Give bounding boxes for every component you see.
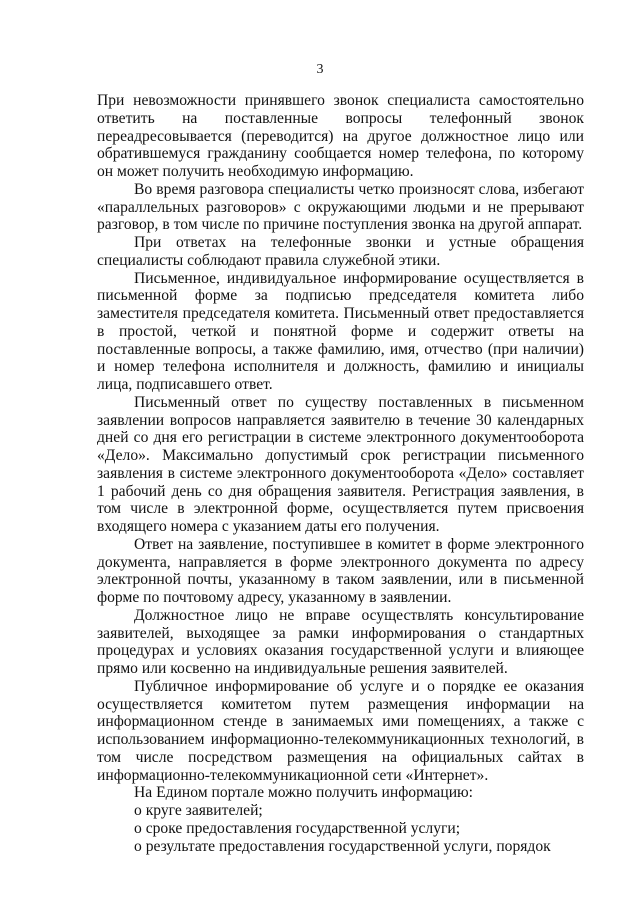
paragraph-electronic-answer: Ответ на заявление, поступившее в комитет в форме электронного документа, направляется в форме электронного документа по адресу электронной почты, указанному в таком заявлении, или в письменной форме по почтовому адресу, указанному в заявлении. — [97, 535, 584, 606]
paragraph-conversation-rules: Во время разговора специалисты четко произносят слова, избегают «параллельных разговоров» с окружающими людьми и не прерывают разговор, в том числе по причине поступления звонка на другой аппарат. — [97, 180, 584, 234]
list-item-service-result: о результате предоставления государственной услуги, порядок — [134, 837, 551, 855]
paragraph-public-informing: Публичное информирование об услуге и о порядке ее оказания осуществляется комитетом путем размещения информации на информационном стенде в занимаемых ими помещениях, а также с использованием информационно-телекоммуникационных технологий, в том числе посредством размещения на официальных сайтах в информационно-телекоммуникационной сети «Интернет». — [97, 677, 584, 784]
paragraph-redirect-call: При невозможности принявшего звонок специалиста самостоятельно ответить на поставленные вопросы телефонный звонок переадресовывается (переводится) на другое должностное лицо или обратившемуся гражданину сообщается номер телефона, по которому он может получить необходимую информацию. — [97, 92, 584, 180]
list-item-applicants: о круге заявителей; — [134, 802, 263, 819]
paragraph-consulting-limits: Должностное лицо не вправе осуществлять консультирование заявителей, выходящее за рамки информирования о стандартных процедурах и условиях оказания государственной услуги и влияющее прямо или косвенно на индивидуальные решения заявителей. — [97, 606, 584, 677]
paragraph-written-answer-deadline: Письменный ответ по существу поставленных в письменном заявлении вопросов направляется заявителю в течение 30 календарных дней со дня его регистрации в системе электронного документооборота «Дело». Максимально допустимый срок регистрации письменного заявления в системе электронного документооборота «Дело» составляет 1 рабочий день со дня обращения заявителя. Регистрация заявления, в том числе в электронной форме, осуществляется путем присвоения входящего номера с указанием даты его получения. — [97, 393, 584, 535]
paragraph-written-informing: Письменное, индивидуальное информирование осуществляется в письменной форме за подписью председателя комитета либо заместителя председателя комитета. Письменный ответ предоставляется в простой, четкой и понятной форме и содержит ответы на поставленные вопросы, а также фамилию, имя, отчество (при наличии) и номер телефона исполнителя и должность, фамилию и инициалы лица, подписавшего ответ. — [97, 269, 584, 393]
paragraph-portal-intro: На Едином портале можно получить информацию: — [134, 784, 474, 802]
list-item-service-term: о сроке предоставления государственной услуги; — [134, 819, 461, 837]
page-number: 3 — [316, 62, 324, 77]
paragraph-service-ethics: При ответах на телефонные звонки и устные обращения специалисты соблюдают правила служебной этики. — [97, 234, 584, 269]
document-body — [97, 92, 584, 855]
